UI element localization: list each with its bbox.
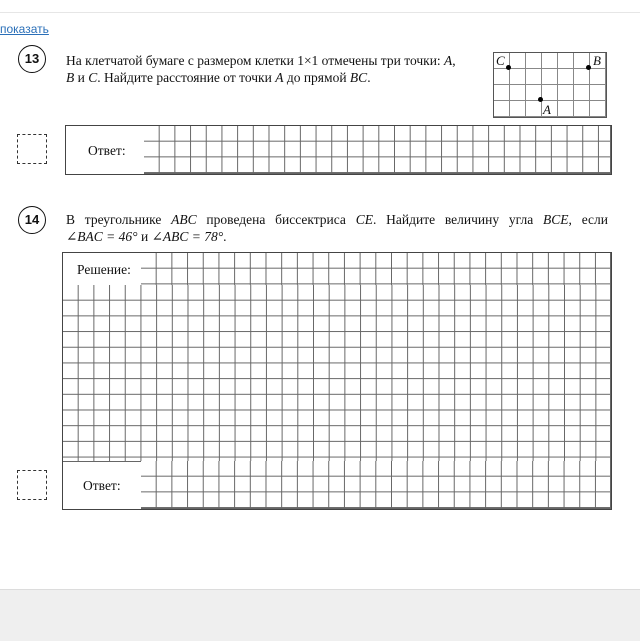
task-13-line-2 xyxy=(66,69,476,86)
task-13-text-part: до прямой xyxy=(283,70,350,85)
task-14-text-part: , если xyxy=(568,212,608,227)
top-bar xyxy=(0,0,640,13)
task-14-solution-block xyxy=(62,252,612,510)
task-14-period: . xyxy=(223,229,227,244)
line-bc-name: BC xyxy=(349,70,368,85)
point-a-name: A xyxy=(275,70,284,85)
condition-abc: ∠ABC = 78° xyxy=(151,229,224,244)
show-link[interactable]: показать xyxy=(0,22,49,36)
task-13-answer-label: Ответ: xyxy=(88,143,126,158)
point-b-name: B xyxy=(66,70,75,85)
task-13-comma: , xyxy=(452,53,456,68)
task-14-answer-label: Ответ: xyxy=(83,478,121,493)
point-a-name: A xyxy=(444,53,453,68)
task-13-line-1 xyxy=(66,52,476,69)
task-13-number: 13 xyxy=(18,45,46,73)
task-13-answer-block xyxy=(65,125,612,175)
point-c-dot xyxy=(506,65,511,70)
task-13-text xyxy=(66,52,476,86)
condition-bac: ∠BAC = 46° xyxy=(66,229,138,244)
figure-label-c: C xyxy=(496,53,505,68)
figure-label-b: B xyxy=(593,53,601,68)
page-footer-area xyxy=(0,589,640,641)
solution-grid[interactable] xyxy=(63,285,611,462)
triangle-name: ABC xyxy=(171,212,197,227)
task-13-period: . xyxy=(367,70,371,85)
task-14-answer-cells[interactable] xyxy=(141,461,611,509)
bisector-name: CE xyxy=(355,212,373,227)
task-13-and: и xyxy=(74,70,89,85)
solution-header-cells[interactable] xyxy=(141,253,611,286)
task-14-check-box xyxy=(17,470,47,500)
solution-label: Решение: xyxy=(77,262,131,277)
task-13-text-part: . Найдите расстояние от точки xyxy=(97,70,276,85)
task-14-text-part: проведена биссектриса xyxy=(196,212,356,227)
figure-label-a: A xyxy=(543,102,551,117)
task-14-number: 14 xyxy=(18,206,46,234)
task-14-line-1 xyxy=(66,211,608,228)
angle-bce-name: BCE xyxy=(543,212,569,227)
task-13-text-part: На клетчатой бумаге с размером клетки 1×1 отмечены три точки: xyxy=(66,53,445,68)
point-c-name: C xyxy=(88,70,98,85)
point-a-dot xyxy=(538,97,543,102)
task-14-and: и xyxy=(137,229,152,244)
task-14-text-part: В треугольнике xyxy=(66,212,172,227)
task-14-text-part: . Найдите величину угла xyxy=(372,212,544,227)
task-13-check-box xyxy=(17,134,47,164)
task-14-text xyxy=(66,211,608,245)
task-14-line-2 xyxy=(66,228,608,245)
point-b-dot xyxy=(586,65,591,70)
task-13-answer-cells[interactable] xyxy=(144,126,611,174)
